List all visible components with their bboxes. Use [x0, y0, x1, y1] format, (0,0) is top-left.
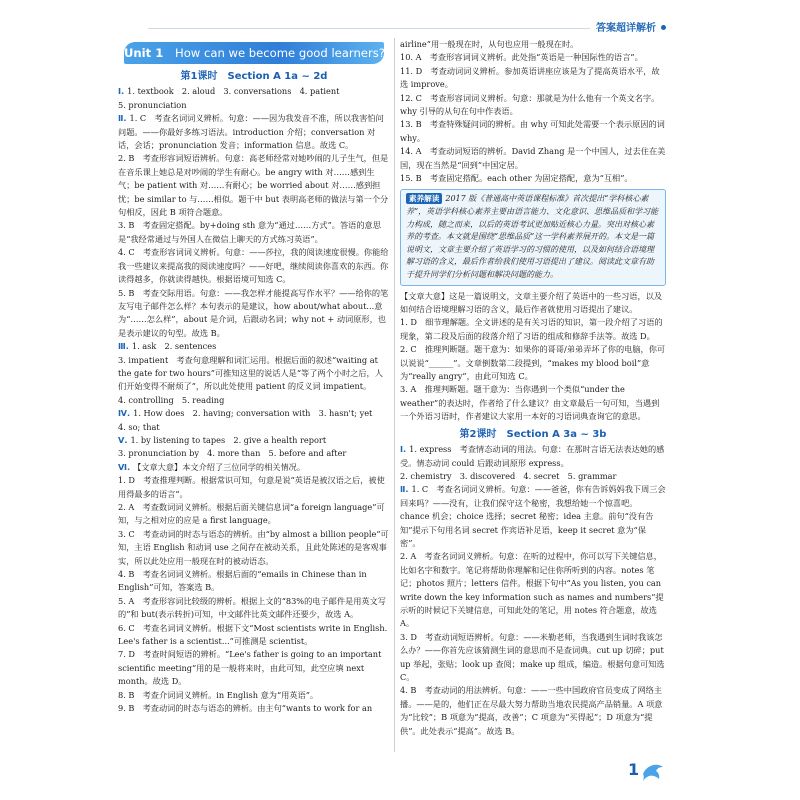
- answer-text: 9. B 考查动词的时态与语态的辨析。由主句“wants to work for an: [118, 703, 373, 714]
- answer-text: airline”用一般现在时，从句也应用一般现在时。: [400, 39, 579, 49]
- answer-line: [118, 595, 390, 622]
- answer-line: [400, 118, 666, 145]
- section-title: 第1课时 Section A 1a ~ 2d: [180, 71, 328, 82]
- answer-line: [400, 550, 666, 630]
- answer-line: [118, 354, 390, 394]
- answer-line: [118, 112, 390, 152]
- dolphin-icon: [640, 758, 666, 784]
- answer-line: [400, 316, 666, 343]
- section-numeral: Ⅰ.: [118, 86, 125, 97]
- answer-text: 1. D 考查推理判断。根据常识可知，句意是说“英语是被汉语之后，被使用得最多的语言”。: [118, 475, 385, 499]
- answer-text: 3. C 考查动词的时态与语态的辨析。由“by almost a billion people”可知，主语 English 和动词 use 之间存在被动关系，且此处陈述的是客观事实，所以此处应用一般现在时的被动语态。: [118, 528, 389, 566]
- page-number: 1: [628, 760, 640, 779]
- answer-line: [400, 443, 666, 470]
- section2-title: 第2课时 Section A 3a ~ 3b: [459, 428, 607, 440]
- answer-line: [400, 51, 666, 64]
- answer-text: 1. C 考查名词词义辨析。句意：——因为我发音不准，所以我害怕问问题。——你最好多练习语法。introduction 介绍；conversation 对话，会话；pronunciation 发音；information 信息。故选 C。: [118, 113, 384, 151]
- answer-line: [118, 702, 390, 715]
- answer-line: [118, 689, 390, 702]
- answer-line: [400, 172, 666, 185]
- answer-line: [118, 501, 390, 528]
- answer-text: 14. A 考查动词短语的辨析。David Zhang 是一个中国人，过去住在美国，现在当然是“回到”中国定居。: [400, 146, 666, 170]
- right-answer-list-top: [400, 38, 666, 185]
- answer-line: [118, 152, 390, 219]
- literacy-box: [400, 189, 666, 285]
- answer-line: [400, 290, 666, 317]
- answer-text: 2. C 推理判断题。题干意为：如果你的哥哥/弟弟弄坏了你的电脑，你可以说说“______”。文章倒数第二段提到，“makes my blood boil”意为“really angry”，由此可知选 C。: [400, 344, 666, 382]
- answer-text: 1. express 考查情态动词的用法。句意：在那时言语无法表达她的感受。情态动词 could 后跟动词原形 express。: [400, 444, 665, 468]
- header-title: 答案超详解析: [590, 19, 656, 34]
- answer-text: 10. A 考查形容词词义辨析。此处指“英语是一种国际性的语言”。: [400, 52, 643, 63]
- answer-text: 1. by listening to tapes 2. give a health report: [130, 434, 327, 445]
- answer-text: 3. impatient 考查句意理解和词汇运用。根据后面的叙述“waiting at the gate for two hours”可推知这里的说话人是“等了两个小时之后，人们开始变得不耐烦了”，所以此处使用 patient 的反义词 impatient。: [118, 354, 383, 392]
- answer-line: [118, 407, 390, 420]
- answer-text: 1. ask 2. sentences: [131, 341, 217, 352]
- answer-text: 13. B 考查特殊疑问词的辨析。由 why 可知此处需要一个表示原因的词 why。: [400, 119, 665, 143]
- answer-text: 4. controlling 5. reading: [118, 394, 225, 405]
- answer-line: [400, 38, 666, 51]
- section-numeral: Ⅵ.: [118, 461, 131, 472]
- answer-text: 3. B 考查固定搭配。by+doing sth 意为“通过……方式”。答语的意思是“我经常通过与外国人在微信上聊天的方式练习英语”。: [118, 220, 381, 244]
- answer-line: [118, 648, 390, 688]
- answer-text: 【文章大意】这是一篇说明文，文章主要介绍了英语中的一些习语，以及如何结合语境理解习语的含义，最后作者就使用习语提出了建议。: [400, 290, 663, 315]
- right-answer-list-mid: [400, 290, 666, 424]
- left-answer-list: [118, 85, 390, 715]
- answer-line: [400, 65, 666, 92]
- answer-line: [118, 99, 390, 112]
- answer-line: [118, 447, 390, 460]
- answer-text: 7. D 考查时间短语的辨析。“Lee's father is going to an important scientific meeting”用的是一般将来时，由此可知，此空应填 next month。故选 D。: [118, 649, 382, 687]
- answer-text: 11. D 考查动词词义辨析。参加英语讲座应该是为了提高英语水平，故选 improve。: [400, 65, 660, 90]
- answer-line: [118, 434, 390, 447]
- right-answer-list-bottom: [400, 443, 666, 738]
- unit-title: How can we become good learners?: [174, 46, 385, 60]
- answer-text: 2. A 考查数词词义辨析。根据后面关键信息词“a foreign language”可知，与之相对应的应是 a first language。: [118, 502, 385, 526]
- answer-line: [118, 394, 390, 407]
- section-numeral: Ⅱ.: [118, 113, 127, 124]
- answer-line: [118, 461, 390, 474]
- literacy-text: 2017 版《普通高中英语课程标准》首次提出“学科核心素养”，英语学科核心素养主要由语言能力、文化意识、思维品质和学习能力构成，随之而来，以后的英语考试更加贴近核心力量。突出对核心素养的考查。本文就是围绕“思维品质”这一学科素养展开的。本文是一篇说明文，文章主要介绍了英语学习的习惯的使用，以及如何结合语境理解习语的含义，最后作者给我们使用习语提出了建议。阅读此文章有助于提升同学们分析问题和解决问题的能力。: [406, 194, 659, 280]
- answer-line: [118, 246, 390, 286]
- header-dot-icon: [661, 25, 666, 30]
- answer-line: [400, 383, 666, 423]
- answer-line: [400, 483, 666, 550]
- answer-text: 4. B 考查名词词义辨析。根据后面的“emails in Chinese than in English”可知，答案选 B。: [118, 569, 367, 593]
- answer-line: [400, 92, 666, 119]
- answer-text: 4. so; that: [118, 421, 160, 432]
- answer-text: 2. A 考查名词词义辨析。句意：在听的过程中，你可以写下关键信息，比如名字和数字。笔记将帮助你理解和记住你所听到的内容。notes 笔记；photos 照片；letters 信件。根据下句中“As you listen, you can write down the key information such as names and numbers”提示听的时候记下关键信息，可知此处的笔记，用 notes 符合题意，故选 A。: [400, 551, 664, 629]
- answer-text: 4. C 考查形容词词义辨析。句意：——莎拉，我的阅读速度很慢。你能给我一些建议来提高我的阅读速度吗？——好吧，继续阅读你喜欢的东西。你读得越多，你就读得越快。根据语境可知选 C。: [118, 247, 389, 285]
- answer-line: [400, 145, 666, 172]
- literacy-badge: 素养解读: [406, 193, 442, 204]
- answer-line: [400, 631, 666, 685]
- unit-number: Unit 1: [124, 46, 164, 60]
- answer-text: 1. D 细节理解题。全文讲述的是有关习语的知识，第一段介绍了习语的现象，第二段及后面的段落介绍了习语的组成和修辞手法等。故选 D。: [400, 317, 663, 341]
- answer-line: [118, 421, 390, 434]
- answer-text: 1. How does 2. having; conversation with 3. hasn't; yet: [133, 408, 373, 419]
- right-column: [400, 38, 666, 738]
- answer-text: 12. C 考查形容词词义辨析。句意：那就是为什么他有一个英文名字。why 引导的从句在句中作表语。: [400, 92, 660, 117]
- answer-text: 2. B 考查形容词短语辨析。句意：高老师经常对她吵闹的儿子生气，但是在音乐课上她总是对吵闹的学生有耐心。be angry with 对……感到生气；be patient with 对……有耐心；be worried about 对……感到担忧；be similar to 与……相似。题干中 but 表明高老师的做法与第一个分句相反，因此 B 项符合题意。: [118, 153, 389, 218]
- answer-line: [118, 528, 390, 568]
- column-divider: [394, 38, 395, 752]
- answer-text: 【文章大意】本文介绍了三位同学的相关情况。: [133, 461, 306, 472]
- answer-text: 3. pronunciation by 4. more than 5. before and after: [118, 448, 347, 459]
- answer-line: [118, 474, 390, 501]
- answer-line: [118, 219, 390, 246]
- page-number-block: [628, 754, 668, 788]
- answer-line: [118, 85, 390, 98]
- section-numeral: Ⅴ.: [118, 434, 128, 445]
- answer-text: 6. C 考查名词词义辨析。根据下文“Most scientists write in English. Lee's father is a scientist...”可推测是 scientist。: [118, 622, 388, 647]
- answer-text: 15. B 考查固定搭配。each other 为固定搭配，意为“互相”。: [400, 173, 633, 184]
- answer-page: [118, 16, 668, 788]
- answer-text: 1. C 考查名词词义辨析。句意：——爸爸，你有告诉妈妈我下周三会回来吗？——没有，让我们保守这个秘密，我想给她一个惊喜吧。chance 机会；choice 选择；secret 秘密；idea 主意。前句“没有告知”提示下句用名词 secret 作宾语补足语，keep it secret 意为“保密”。: [400, 484, 666, 548]
- answer-line: [118, 568, 390, 595]
- unit-banner: [124, 42, 384, 64]
- answer-text: 1. textbook 2. aloud 3. conversations 4. patient: [127, 86, 340, 97]
- answer-line: [118, 287, 390, 341]
- page-header: [118, 16, 668, 40]
- answer-text: 3. A 推理判断题。题干意为：当你遇到一个类似“under the weather”的表达时，作者给了什么建议？由文章最后一句可知，当遇到一个外语习语时，作者建议大家用一本好的习语词典查询它的意思。: [400, 384, 660, 422]
- answer-text: 4. B 考查动词的用法辨析。句意：——一些中国政府官员变成了网络主播。——是的，他们正在尽最大努力帮助当地农民提高产品销量。A 项意为“比较”；B 项意为“提高，改善”；C 项意为“买得起”；D 项意为“提供”。此处表示“提高”。故选 B。: [400, 685, 663, 736]
- section-numeral: Ⅳ.: [118, 408, 131, 419]
- section-numeral: Ⅰ.: [400, 444, 407, 455]
- answer-line: [118, 622, 390, 649]
- answer-text: 5. pronunciation: [118, 99, 187, 110]
- section-numeral: Ⅲ.: [118, 341, 129, 352]
- answer-text: 5. A 考查形容词比较级的辨析。根据上文的“83%的电子邮件是用英文写的”和 but(表示转折)可知，中文邮件比英文邮件还要少，故选 A。: [118, 595, 386, 620]
- left-column: [118, 38, 390, 716]
- answer-line: [400, 470, 666, 483]
- answer-text: 5. B 考查交际用语。句意：——我怎样才能提高写作水平？——给你的笔友写电子邮件怎么样？本句表示的是建议，how about/what about...意为“……怎么样”，about 是介词，后跟动名词；why not + 动词原形，也是表示建议的句型。故选 B。: [118, 287, 389, 338]
- section-numeral: Ⅱ.: [400, 484, 409, 495]
- answer-text: 8. B 考查介词词义辨析。in English 意为“用英语”。: [118, 689, 319, 700]
- answer-text: 2. chemistry 3. discovered 4. secret 5. grammar: [400, 470, 617, 481]
- header-rule: [148, 28, 624, 29]
- answer-line: [400, 684, 666, 738]
- answer-line: [118, 340, 390, 353]
- answer-line: [400, 343, 666, 383]
- answer-text: 3. D 考查动词短语辨析。句意：——米勒老师，当我遇到生词时我该怎么办？——你首先应该猜测生词的意思而不是查词典。cut up 切碎；put up 举起，张贴；look up 查阅；make up 组成，编造。根据句意可知选 C。: [400, 631, 665, 682]
